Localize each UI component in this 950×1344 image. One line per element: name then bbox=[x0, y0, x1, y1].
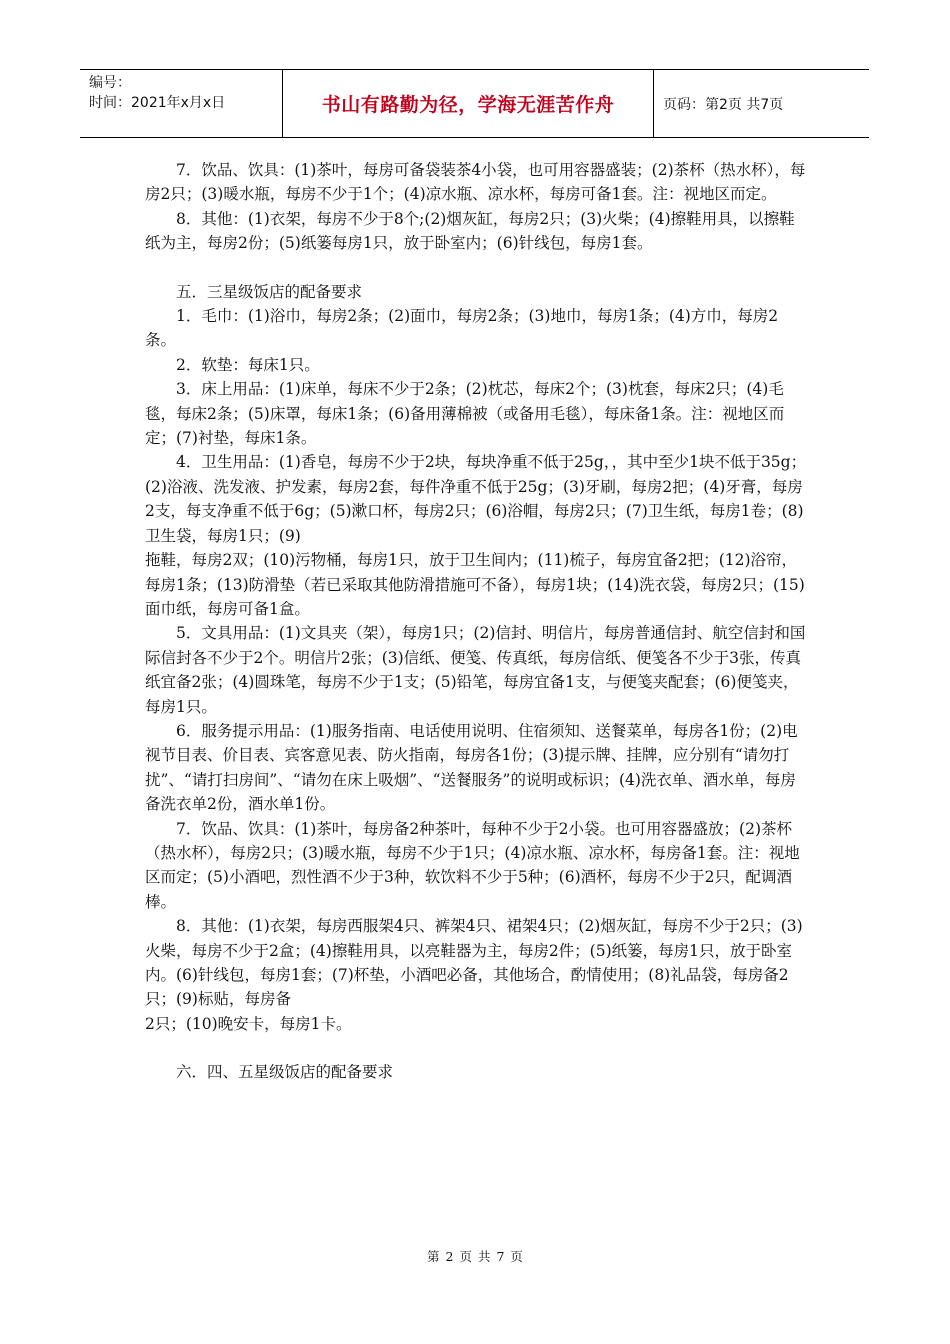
body-paragraph: 7．饮品、饮具：(1)茶叶，每房备2种茶叶，每种不少于2小袋。也可用容器盛放；(2)茶杯（热水杯），每房2只；(3)暖水瓶，每房不少于1只；(4)凉水瓶、凉水杯，每房备1套。注：视地区而定；(5)小酒吧，烈性酒不少于3种，软饮料不少于5种；(6)酒杯，每房不少于2只，配调酒棒。 bbox=[145, 819, 800, 911]
body-paragraph: 1．毛巾：(1)浴巾，每房2条；(2)面巾，每房2条；(3)地巾，每房1条；(4)方巾，每房2条。 bbox=[145, 307, 779, 350]
footer-total-prefix: 共 bbox=[477, 1249, 491, 1264]
document-time-label: 时间：2021年x月x日 bbox=[89, 95, 226, 111]
body-paragraph: 3．床上用品：(1)床单，每床不少于2条；(2)枕芯，每床2个；(3)枕套，每床2只；(4)毛毯，每床2条；(5)床罩，每床1条；(6)备用薄棉被（或备用毛毯），每床备1条。注：视地区而定；(7)衬垫，每床1条。 bbox=[145, 380, 785, 448]
body-paragraph: 2．软垫：每床1只。 bbox=[176, 355, 320, 374]
document-body bbox=[145, 158, 807, 1085]
paragraph-spacer bbox=[145, 256, 807, 280]
header-motto-cell bbox=[283, 70, 654, 137]
body-paragraph: 拖鞋，每房2双；(10)污物桶，每房1只，放于卫生间内；(11)梳子，每房宜备2把；(12)浴帘，每房1条；(13)防滑垫（若已采取其他防滑措施可不备），每房1块；(14)洗衣袋，每房2只；(15)面巾纸，每房可备1盒。 bbox=[145, 551, 805, 618]
document-number-label: 编号： bbox=[89, 75, 131, 91]
header-meta-cell bbox=[80, 70, 283, 137]
body-paragraph: 4．卫生用品：(1)香皂，每房不少于2块，每块净重不低于25g，，其中至少1块不低于35g；(2)浴液、洗发液、护发素，每房2套，每件净重不低于25g；(3)牙刷，每房2把；(4)牙膏，每房2支，每支净重不低于6g；(5)漱口杯，每房2只；(6)浴帽，每房2只；(7)卫生纸，每房1卷；(8)卫生袋，每房1只；(9) bbox=[145, 453, 807, 545]
body-paragraph: 五．三星级饭店的配备要求 bbox=[176, 282, 363, 301]
footer-middle: 页 bbox=[459, 1249, 472, 1264]
footer-current-page: 2 bbox=[445, 1249, 454, 1264]
page-footer bbox=[0, 1247, 950, 1265]
page-header bbox=[80, 69, 869, 138]
body-paragraph: 5．文具用品：(1)文具夹（架），每房1只；(2)信封、明信片，每房普通信封、航空信封和国际信封各不少于2个。明信片2张；(3)信纸、便笺、传真纸，每房信纸、便笺各不少于3张，传真纸宜备2张；(4)圆珠笔，每房不少于1支；(5)铅笔，每房宜备1支，与便笺夹配套；(6)便笺夹，每房1只。 bbox=[145, 624, 806, 716]
header-page-number: 页码：第2页 共7页 bbox=[663, 96, 784, 113]
body-paragraph: 7．饮品、饮具：(1)茶叶，每房可备袋装茶4小袋，也可用容器盛装；(2)茶杯（热水杯），每房2只；(3)暖水瓶，每房不少于1个；(4)凉水瓶、凉水杯，每房可备1套。注：视地区而定。 bbox=[145, 161, 806, 204]
body-paragraph: 8．其他：(1)衣架，每房不少于8个;(2)烟灰缸，每房2只；(3)火柴；(4)擦鞋用具，以擦鞋纸为主，每房2份；(5)纸篓每房1只，放于卧室内；(6)针线包，每房1套。 bbox=[145, 209, 795, 253]
footer-suffix: 页 bbox=[510, 1249, 523, 1264]
body-paragraph: 8．其他：(1)衣架，每房西服架4只、裤架4只、裙架4只；(2)烟灰缸，每房不少于2只；(3)火柴，每房不少于2盒；(4)擦鞋用具，以亮鞋器为主，每房2件；(5)纸篓，每房1只，放于卧室内。(6)针线包，每房1套；(7)杯垫，小酒吧必备，其他场合，酌情使用；(8)礼品袋，每房备2只；(9)标贴，每房备 bbox=[145, 917, 803, 1009]
paragraph-spacer bbox=[145, 1036, 807, 1060]
footer-total-pages: 7 bbox=[496, 1249, 505, 1264]
footer-prefix: 第 bbox=[427, 1249, 440, 1264]
body-paragraph: 六．四、五星级饭店的配备要求 bbox=[176, 1063, 394, 1082]
body-paragraph: 6．服务提示用品：(1)服务指南、电话使用说明、住宿须知、送餐菜单，每房各1份；(2)电视节目表、价目表、宾客意见表、防火指南，每房各1份；(3)提示牌、挂牌，应分别有“请勿打扰”、“请打扫房间”、“请勿在床上吸烟”、“送餐服务”的说明或标识；(4)洗衣单、酒水单，每房备洗衣单2份，酒水单1份。 bbox=[145, 721, 798, 814]
body-paragraph: 2只；(10)晚安卡，每房1卡。 bbox=[145, 1014, 352, 1033]
header-motto: 书山有路勤为径，学海无涯苦作舟 bbox=[321, 94, 615, 116]
header-page-cell bbox=[654, 70, 869, 137]
